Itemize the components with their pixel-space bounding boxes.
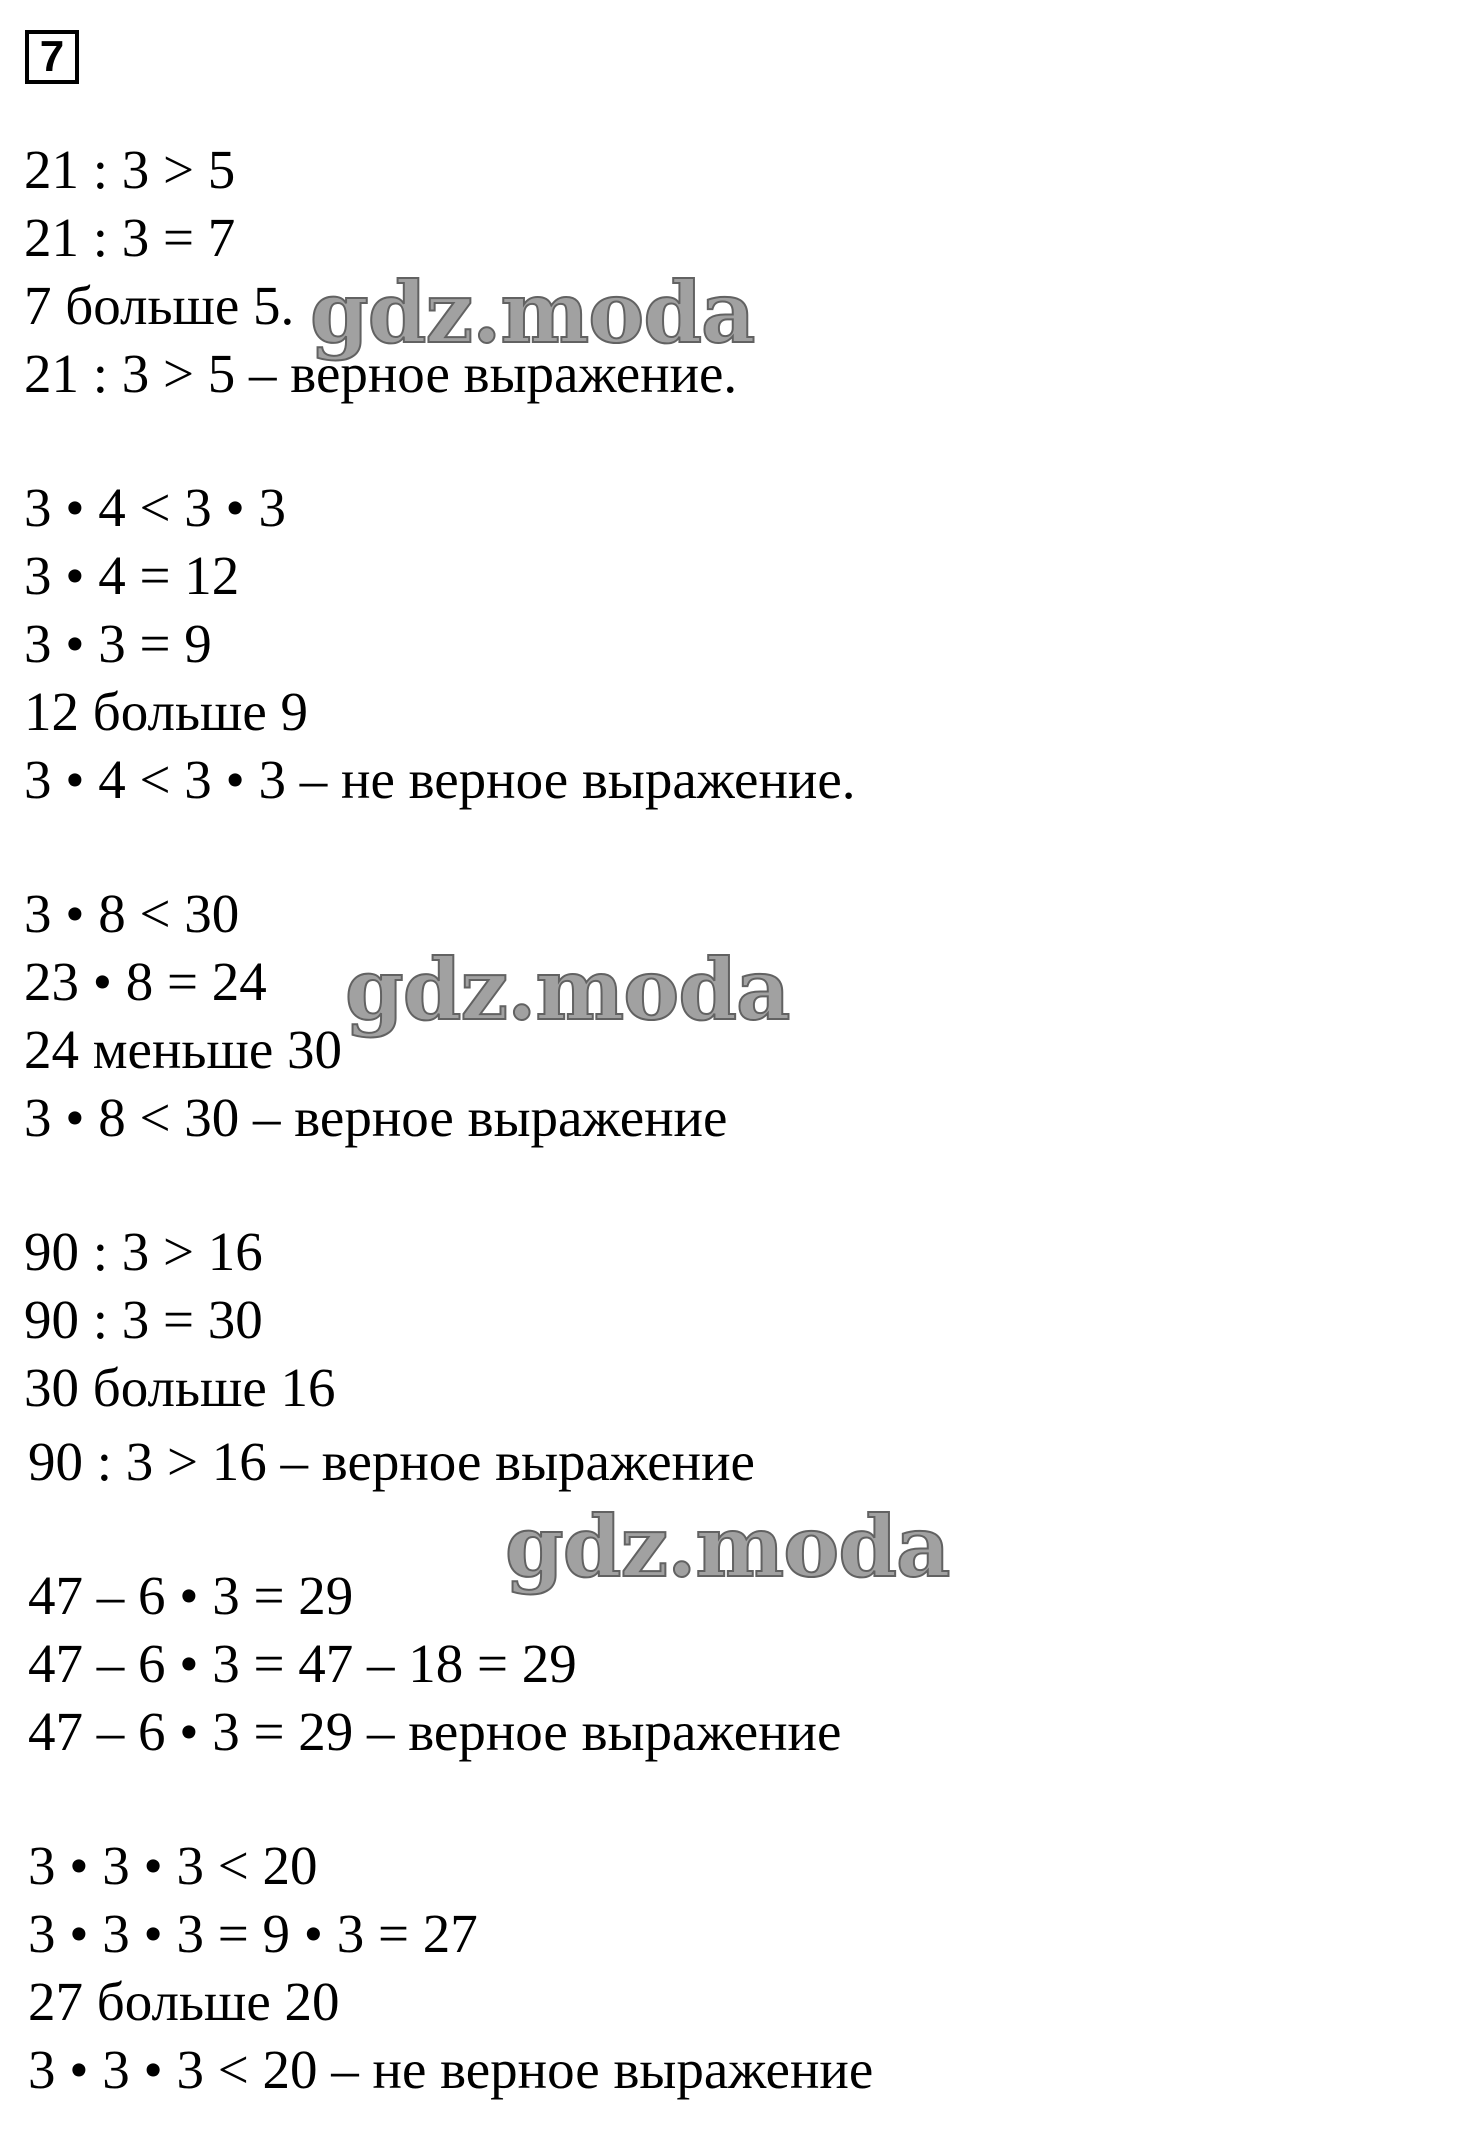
task-number-box: 7 (25, 30, 79, 84)
solution-line: 3 • 4 < 3 • 3 – не верное выражение. (24, 749, 856, 810)
solution-line: 7 больше 5. (24, 275, 295, 336)
solution-line: 27 больше 20 (28, 1971, 340, 2032)
solution-line: 24 меньше 30 (24, 1019, 342, 1080)
solution-line: 3 • 3 • 3 < 20 – не верное выражение (28, 2039, 874, 2100)
solution-line: 3 • 3 • 3 = 9 • 3 = 27 (28, 1903, 478, 1964)
solution-line: 21 : 3 > 5 (24, 139, 236, 200)
solution-line: 90 : 3 = 30 (24, 1289, 263, 1350)
watermark-logo: gdz.moda (345, 940, 790, 1039)
watermark-logo: gdz.moda (505, 1497, 950, 1596)
solution-line: 47 – 6 • 3 = 47 – 18 = 29 (28, 1633, 577, 1694)
solution-line: 47 – 6 • 3 = 29 (28, 1565, 354, 1626)
solution-line: 3 • 3 = 9 (24, 613, 212, 674)
solution-line: 3 • 8 < 30 (24, 883, 240, 944)
watermark-logo: gdz.moda (310, 263, 755, 362)
solution-line: 3 • 4 = 12 (24, 545, 240, 606)
solution-line: 3 • 3 • 3 < 20 (28, 1835, 318, 1896)
solution-line: 90 : 3 > 16 (24, 1221, 263, 1282)
solution-line: 21 : 3 = 7 (24, 207, 236, 268)
solution-line: 21 : 3 > 5 – верное выражение. (24, 343, 738, 404)
solution-line: 90 : 3 > 16 – верное выражение (28, 1431, 755, 1492)
solution-line: 12 больше 9 (24, 681, 309, 742)
solution-line: 3 • 4 < 3 • 3 (24, 477, 287, 538)
solution-line: 3 • 8 < 30 – верное выражение (24, 1087, 728, 1148)
solution-line: 47 – 6 • 3 = 29 – верное выражение (28, 1701, 842, 1762)
solution-line: 30 больше 16 (24, 1357, 336, 1418)
solution-line: 23 • 8 = 24 (24, 951, 267, 1012)
